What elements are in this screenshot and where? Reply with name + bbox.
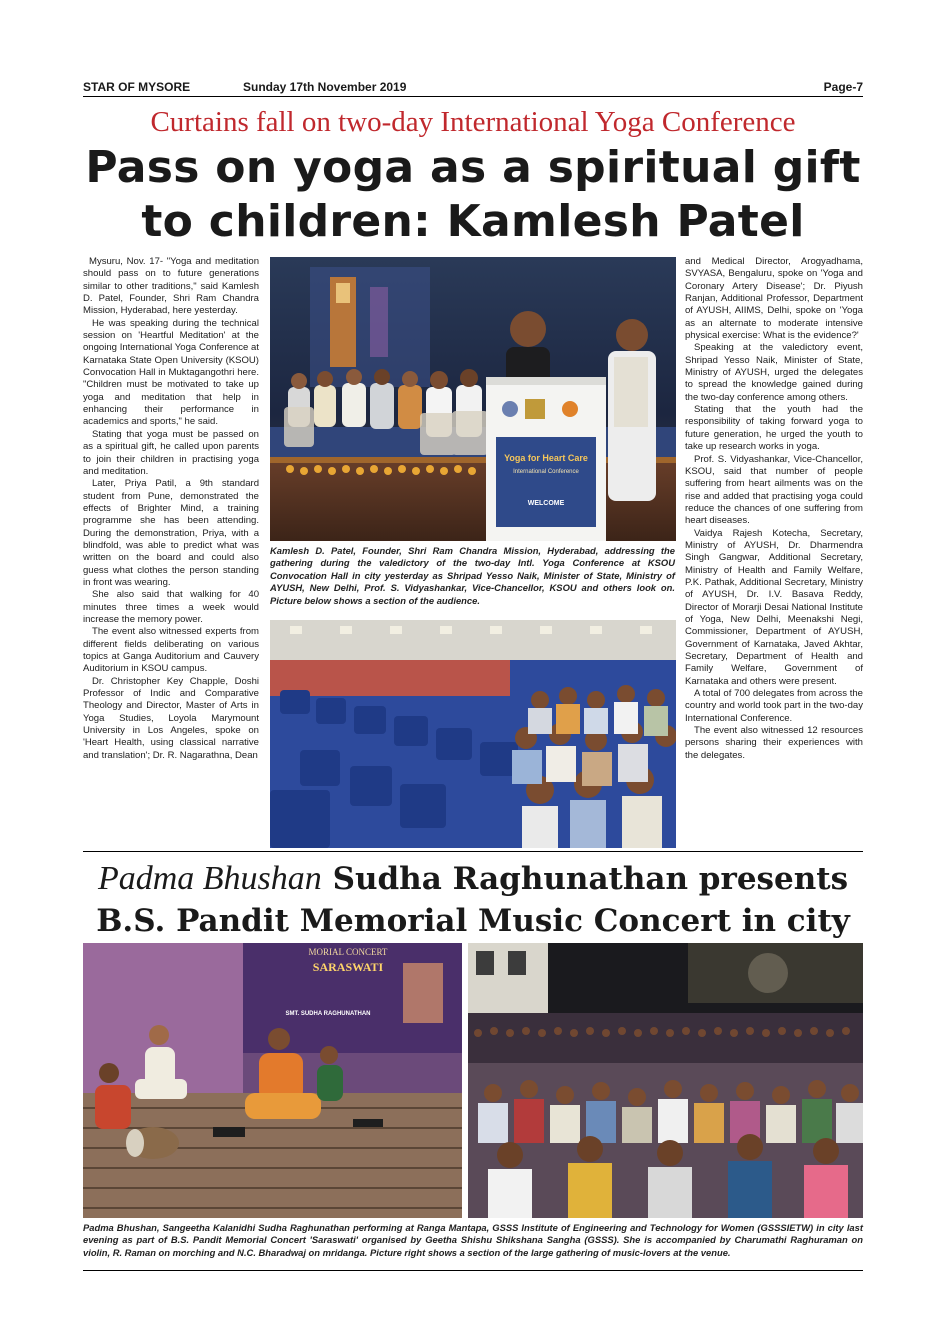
story1-right-paragraph: The event also witnessed 12 resources persons sharing their experiences with the delegates. bbox=[685, 725, 863, 761]
story2-headline-line2: B.S. Pandit Memorial Music Concert in city bbox=[96, 903, 850, 939]
concert-audience-illustration bbox=[468, 943, 863, 1218]
concert-banner-line3: SMT. SUDHA RAGHUNATHAN bbox=[285, 1011, 371, 1017]
story1-left-paragraph: Mysuru, Nov. 17- "Yoga and meditation should pass on to future generations similar to other traditions," said Kamlesh D. Patel, Founder, Shri Ram Chandra Mission, Hyderabad, here yesterday. bbox=[83, 256, 259, 317]
story1-left-paragraph: Stating that yoga must be passed on as a spiritual gift, he called upon parents to join their children in practising yoga and meditation. bbox=[83, 428, 259, 477]
story1-left-paragraph: The event also witnessed experts from different fields deliberating on various topics at Ganga Auditorium and Cauvery Auditorium in KSOU campus. bbox=[83, 626, 259, 675]
story1-left-column bbox=[83, 256, 259, 762]
concert-caption: Padma Bhushan, Sangeetha Kalanidhi Sudha Raghunathan performing at Ranga Mantapa, GSSS Institute of Engineering and Technology for Women (GSSSIETW) in city last evening as part of B.S. Pandit Memorial Concert 'Saraswati' organised by Geetha Shishu Shikshana Sangha (GSSS). She is accompanied by Charumathi Raghuraman on violin, R. Raman on morching and N.C. Bharadwaj on mridanga. Picture right shows a section of the large gathering of music-lovers at the venue. bbox=[83, 1222, 863, 1258]
story1-right-column bbox=[685, 256, 863, 762]
story1-headline-line1: Pass on yoga as a spiritual gift bbox=[85, 142, 861, 193]
stage-photo-caption: Kamlesh D. Patel, Founder, Shri Ram Chandra Mission, Hyderabad, addressing the gathering during the valedictory of the two-day Intl. Yoga Conference at KSOU Convocation Hall in city yesterday as Shripad Yesso Naik, Minister of State, Ministry of AYUSH, New Delhi, Prof. S. Vidyashankar, Vice-Chancellor, KSOU and others look on. Picture below shows a section of the audience. bbox=[270, 545, 675, 606]
story1-left-paragraph: Later, Priya Patil, a 9th standard student from Pune, demonstrated the effects of Brighter Mind, a training programme she has been attending. During the demonstration, Priya, with a blindfold, was able to predict what was written on the board and could also guess what clothes the person standing in front was wearing. bbox=[83, 478, 259, 588]
podium-sign-welcome: WELCOME bbox=[527, 500, 565, 507]
story1-left-paragraph: She also said that walking for 40 minutes three times a week would increase the memory power. bbox=[83, 589, 259, 625]
story2-headline-rest: Sudha Raghunathan presents bbox=[321, 861, 849, 897]
story1-right-paragraph: Stating that the youth had the responsibility of taking forward yoga to future generation, he urged the youth to take up research works in yoga. bbox=[685, 404, 863, 453]
story1-headline bbox=[83, 141, 863, 249]
concert-photo-illustration bbox=[83, 943, 462, 1218]
story1-left-paragraph: Dr. Christopher Key Chapple, Doshi Professor of Indic and Comparative Theology and Director, Master of Arts in Yoga Studies, Loyola Marymount University in Los Angeles, spoke on 'Heart Health, using classical narrative and translation'; Dr. R. Nagarathna, Dean bbox=[83, 675, 259, 761]
story1-kicker: Curtains fall on two-day International Yoga Conference bbox=[150, 106, 796, 138]
bottom-rule bbox=[83, 1270, 863, 1271]
podium-sign-title: Yoga for Heart Care bbox=[504, 453, 588, 463]
story2-headline bbox=[83, 858, 863, 942]
masthead bbox=[83, 80, 863, 97]
podium-sign-subtitle: International Conference bbox=[513, 469, 579, 475]
newspaper-name: STAR OF MYSORE bbox=[83, 80, 191, 94]
story1-right-paragraph: Speaking at the valedictory event, Shripad Yesso Naik, Minister of State, Ministry of AYUSH, urged the delegates to spread the knowledge gained during the two-day conference among others. bbox=[685, 342, 863, 403]
page-number: Page-7 bbox=[823, 80, 863, 94]
story1-right-paragraph: Vaidya Rajesh Kotecha, Secretary, Ministry of AYUSH, Dr. Dharmendra Singh Gangwar, Additional Secretary, Ministry of Health and Family Welfare, P.K. Pathak, Additional Secretary, Ministry of AYUSH, Dr. I.V. Basava Reddy, Director of Morarji Desai National Institute of Yoga, New Delhi, Meenakshi Negi, Commissioner, Department of AYUSH, Government of Karnataka, Javed Akhtar, Secretary, Department of Health and Family Welfare, Government of Karnataka and others were present. bbox=[685, 527, 863, 687]
issue-date: Sunday 17th November 2019 bbox=[243, 80, 407, 94]
audience-photo bbox=[270, 620, 676, 848]
concert-banner-line1: MORIAL CONCERT bbox=[308, 947, 388, 957]
story2-headline-italic: Padma Bhushan bbox=[97, 860, 322, 897]
stage-photo bbox=[270, 257, 676, 541]
stage-photo-illustration bbox=[270, 257, 676, 541]
story1-left-paragraph: He was speaking during the technical session on 'Heartful Meditation' at the ongoing International Yoga Conference at Karnataka State Open University (KSOU) Convocation Hall in Muktagangothri here. "Children must be motivated to take up yoga and meditation that help in enhancing their performance in academics and sports," he said. bbox=[83, 317, 259, 428]
concert-banner-line2: SARASWATI bbox=[312, 960, 384, 974]
story1-headline-line2: to children: Kamlesh Patel bbox=[141, 196, 805, 247]
story1-right-paragraph: Prof. S. Vidyashankar, Vice-Chancellor, KSOU, said that number of people suffering from heart ailments was on the rise and added that practising yoga could reduce the chances of one suffering from heart diseases. bbox=[685, 453, 863, 527]
concert-audience-photo bbox=[468, 943, 863, 1218]
story1-right-paragraph: and Medical Director, Arogyadhama, SVYASA, Bengaluru, spoke on 'Yoga and Coronary Artery Disease'; Dr. Piyush Ranjan, Additional Professor, Department of AYUSH, AIIMS, Delhi, spoke on 'Yoga as an alternate to moderate intensive physical exercise: What is the evidence?' bbox=[685, 256, 863, 342]
concert-photo bbox=[83, 943, 462, 1218]
story2-headline-line1 bbox=[83, 858, 863, 900]
section-divider bbox=[83, 851, 863, 852]
story1-right-paragraph: A total of 700 delegates from across the country and world took part in the two-day International Conference. bbox=[685, 688, 863, 724]
audience-photo-illustration bbox=[270, 620, 676, 848]
